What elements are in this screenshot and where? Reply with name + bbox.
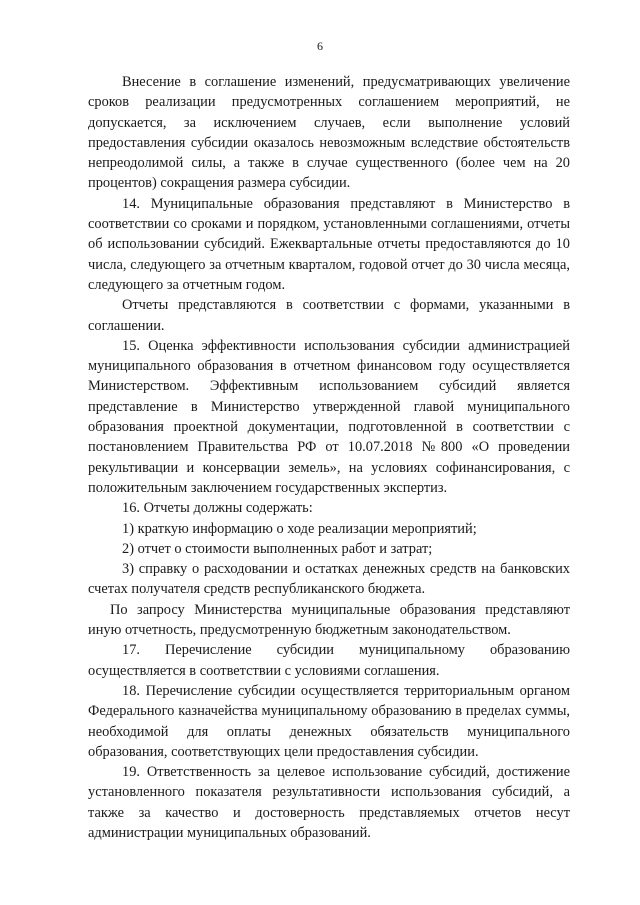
paragraph-item-15: 15. Оценка эффективности использования субсидии администрацией муниципального образования в отчетном финансовом году осуществляется Министерством. Эффективным использованием субсидий является представление в Министерство утвержденной главой муниципального образования проектной документации, подготовленной в соответствии с постановлением Правительства РФ от 10.07.2018 №800 «О проведении рекультивации и консервации земель», на условиях софинансирования, с положительным заключением государственных экспертиз. (88, 337, 570, 496)
paragraph-item-19: 19. Ответственность за целевое использование субсидий, достижение установленного показателя результативности использования субсидий, а также за качество и достоверность представляемых отчетов несут администрации муниципальных образований. (88, 764, 570, 841)
list-item-1: 1) краткую информацию о ходе реализации мероприятий; (122, 520, 477, 537)
paragraph-item-14: 14. Муниципальные образования представляют в Министерство в соответствии со сроками и порядком, установленными соглашениями, отчеты об использовании субсидий. Ежеквартальные отчеты предоставляются до 10 числа, следующего за отчетным кварталом, годовой отчет до 30 числа месяца, следующего за отчетным годом. (88, 195, 570, 293)
paragraph-item-16: 16. Отчеты должны содержать: (122, 500, 313, 517)
page-number: 6 (317, 39, 323, 53)
paragraph-item-17: 17. Перечисление субсидии муниципальному образованию осуществляется в соответствии с условиями соглашения. (88, 642, 570, 679)
paragraph-amendments: Внесение в соглашение изменений, предусматривающих увеличение сроков реализации предусмотренных соглашением мероприятий, не допускается, за исключением случаев, если выполнение условий предоставления субсидии оказалось невозможным вследствие обстоятельств непреодолимой силы, а также в случае существенного (более чем на 20 процентов) сокращения размера субсидии. (88, 74, 570, 192)
paragraph-item-18: 18. Перечисление субсидии осуществляется территориальным органом Федерального казначейства муниципальному образованию в пределах суммы, необходимой для оплаты денежных обязательств муниципального образования, соответствующих цели предоставления субсидии. (88, 682, 570, 760)
list-item-2: 2) отчет о стоимости выполненных работ и затрат; (122, 540, 433, 557)
document-body (88, 72, 570, 843)
list-item-3: 3) справку о расходовании и остатках денежных средств на банковских счетах получателя средств республиканского бюджета. (88, 561, 570, 598)
paragraph-on-request: По запросу Министерства муниципальные образования представляют иную отчетность, предусмотренную бюджетным законодательством. (88, 601, 570, 639)
paragraph-report-forms: Отчеты представляются в соответствии с формами, указанными в соглашении. (88, 297, 570, 334)
